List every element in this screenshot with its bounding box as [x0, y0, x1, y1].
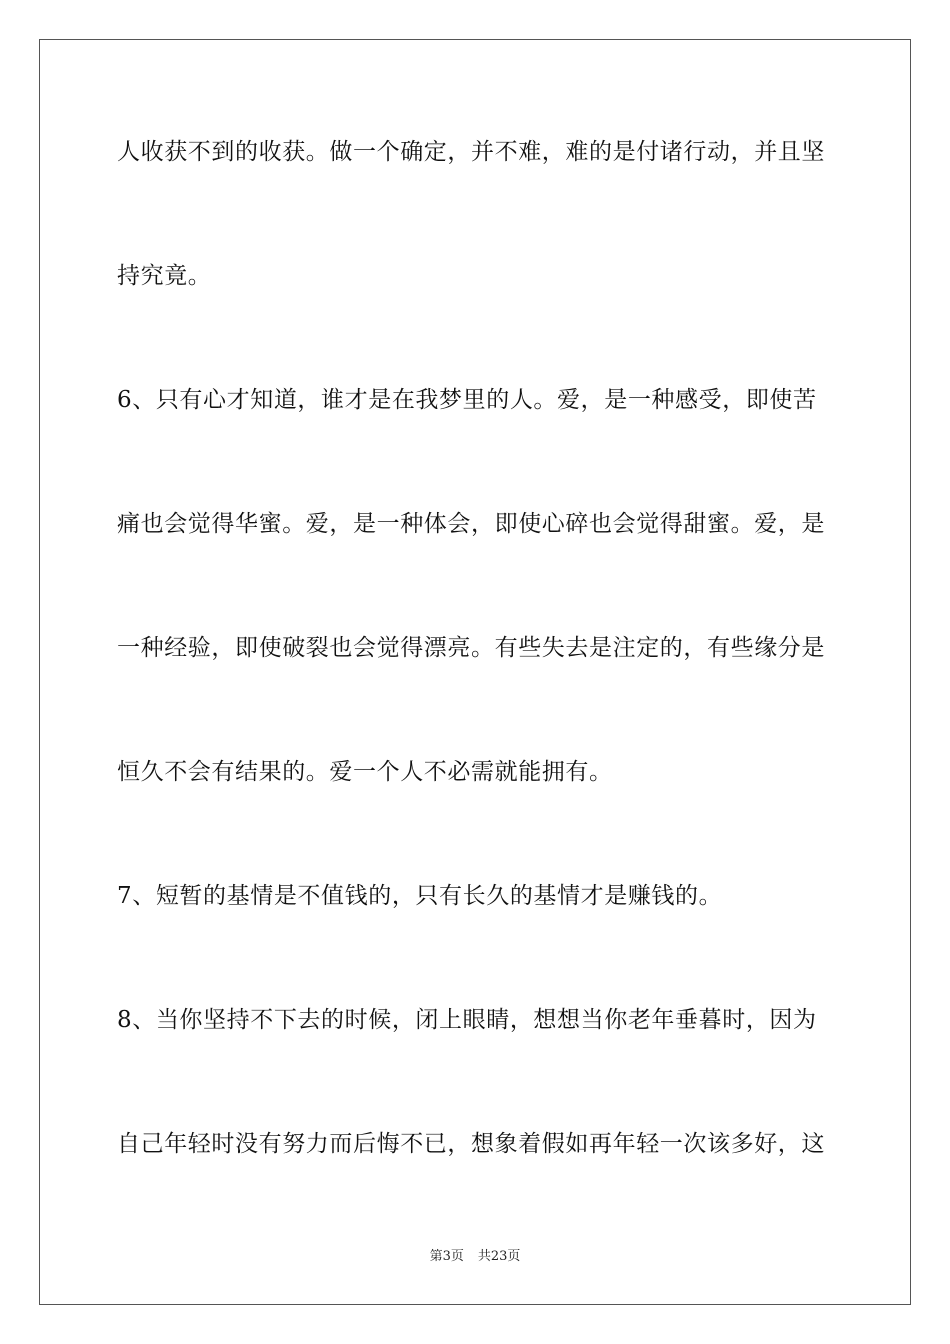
- text-line: 7、短暂的基情是不值钱的，只有长久的基情才是赚钱的。: [117, 883, 723, 909]
- page-footer: [0, 1248, 950, 1266]
- text-line: 持究竟。: [117, 263, 212, 289]
- text-line: 恒久不会有结果的。爱一个人不必需就能拥有。: [117, 759, 613, 785]
- text-line: 6、只有心才知道，谁才是在我梦里的人。爱，是一种感受，即使苦: [117, 387, 817, 413]
- text-line: 人收获不到的收获。做一个确定，并不难，难的是付诸行动，并且坚: [117, 139, 825, 165]
- current-page-number: 第3页: [429, 1249, 464, 1264]
- page-frame: [39, 39, 911, 1305]
- text-line: 8、当你坚持不下去的时候，闭上眼睛，想想当你老年垂暮时，因为: [117, 1007, 817, 1033]
- text-line: 一种经验，即使破裂也会觉得漂亮。有些失去是注定的，有些缘分是: [117, 635, 825, 661]
- text-line: 自己年轻时没有努力而后悔不已，想象着假如再年轻一次该多好，这: [117, 1131, 825, 1157]
- total-pages: 共23页: [477, 1249, 521, 1264]
- text-line: 痛也会觉得华蜜。爱，是一种体会，即使心碎也会觉得甜蜜。爱，是: [117, 511, 825, 537]
